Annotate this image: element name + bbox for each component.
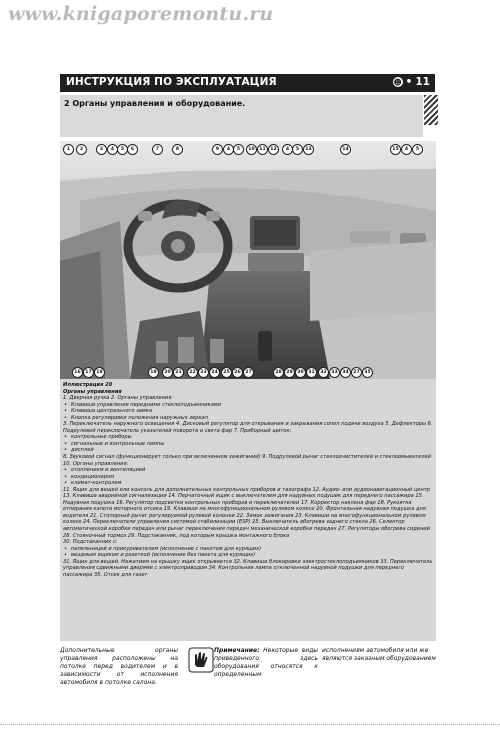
callout: 27 xyxy=(243,367,254,378)
callout: 28 xyxy=(273,367,284,378)
callout: 10 xyxy=(246,144,257,155)
book-icon: ☻ xyxy=(393,77,402,87)
callout: 4 xyxy=(401,144,412,155)
callout: 5 xyxy=(233,144,244,155)
note-continuation: исполнениям автомобиля или же являются заказным оборудованием xyxy=(322,647,436,662)
header-title: ИНСТРУКЦИЯ ПО ЭКСПЛУАТАЦИЯ xyxy=(66,76,277,88)
callout: 17 xyxy=(83,367,94,378)
body-text: Дополнительные органы управления расположены на потолке перед водителем и в зависимости от исполнения автомобиля в потолке салона. xyxy=(60,647,178,686)
callout: 29 xyxy=(284,367,295,378)
callout: 11 xyxy=(257,144,268,155)
caption-line: 30. Подстаканник с: xyxy=(63,539,118,546)
callout: 16 xyxy=(72,367,83,378)
note-label: Примечание: xyxy=(214,647,260,654)
callout: 2 xyxy=(76,144,87,155)
caption-subheading: Органы управления xyxy=(63,388,122,395)
caption-bullet: • Кнопка регулировки положения наружных зеркал xyxy=(63,415,433,422)
callout: 34 xyxy=(340,367,351,378)
callout: 25 xyxy=(221,367,232,378)
callout: 5 xyxy=(412,144,423,155)
caption-bullet: • отоплением и вентиляцией xyxy=(63,467,433,474)
note-text xyxy=(214,647,318,679)
footer-divider xyxy=(0,724,500,727)
callout: 15 xyxy=(390,144,401,155)
header-bar xyxy=(60,74,435,92)
callout: 9 xyxy=(212,144,223,155)
callout: 5 xyxy=(292,144,303,155)
dashboard-photo xyxy=(60,141,436,379)
callout: 8 xyxy=(172,144,183,155)
callout: 26 xyxy=(232,367,243,378)
caption-line: 1. Дверная ручка 2. Органы управления: xyxy=(63,395,174,402)
callout: 6 xyxy=(127,144,138,155)
caption-bullet: • кондиционером xyxy=(63,474,433,481)
callout: 23 xyxy=(198,367,209,378)
callout: 24 xyxy=(209,367,220,378)
callout: 32 xyxy=(318,367,329,378)
callout: 30 xyxy=(295,367,306,378)
dashboard-illustration xyxy=(60,141,436,379)
note-icon xyxy=(188,647,216,675)
section-title: 2 Органы управления и оборудование. xyxy=(64,99,246,108)
header-page xyxy=(393,76,430,88)
callout: 4 xyxy=(282,144,293,155)
page-number: 11 xyxy=(415,76,430,88)
callout: 20 xyxy=(162,367,173,378)
callout: 4 xyxy=(223,144,234,155)
callout: 22 xyxy=(187,367,198,378)
watermark: www.knigaporemontu.ru xyxy=(8,3,274,25)
callout: 31 xyxy=(306,367,317,378)
callout: 21 xyxy=(173,367,184,378)
callout: 14 xyxy=(340,144,351,155)
caption-line: 11. Ящик для вещей или консоль для дополнительных контрольных приборов и тахографа 12. Аудио- или аудионавигационный центр 13. Клавиша аварийной сигнализации 14. Перчаточный ящик с выключателем для надувных подушек для переднего пассажира 15. Надувная подушка 16. Регулятор подсветки контрольных приборов и переключателей 17. Корректор наклона фар 18. Рукоятка отпирания капота моторного отсека 19. Клавиши на многофункциональном рулевом колесе 20. Фронтальная надувная подушка для водителя 21. Стопорный рычаг регулируемой рулевой колонки 22. Замок зажигания 23. Клавиши на многофункциональном рулевом колесе 24. Переключатели управления системой стабилизации (ESP) 25. Выключатель обогрева заднего стекла 26. Селектор автоматической коробки передач или рычаг переключения передач механической коробки передач 27. Регуляторы обогрева сидений 28. Стояночный тормоз 29. Подстаканник, под которым крышка монтажного блока xyxy=(63,486,430,539)
caption-bullet: • контрольные приборы xyxy=(63,434,433,441)
caption-bullet: • вещевым ящиком и розеткой (исполнение без пакета для курящих) xyxy=(63,552,433,559)
caption-line: 3. Переключатель наружного освещения 4. Дисковый регулятор для открывания и закрывания сопел подачи воздуха 5. Дефлекторы 6. Подрулевой переключатель указателей поворота и света фар 7. Приборный щиток: xyxy=(63,421,433,434)
callout: 18 xyxy=(94,367,105,378)
callout: 4 xyxy=(107,144,118,155)
caption-bullet: • Клавиши управления передними стеклоподъемниками xyxy=(63,402,433,409)
callout: 19 xyxy=(148,367,159,378)
caption-line: 10. Органы управления: xyxy=(63,460,129,467)
callout: 27 xyxy=(351,367,362,378)
caption-line: 8. Звуковой сигнал (функционирует только при включенном зажигании) 9. Подрулевой рычаг стеклоочистителей и стеклоомывателей xyxy=(63,454,431,461)
caption-line: 31. Ящик для вещей. Нажатием на крышку ящик открывается 32. Клавиши блокировки электростеклоподъемников 33. Переключатель управления сдвижными дверями с электроприводом 34. Контрольная лампа отключенной надувной подушки для переднего пассажира 35. Отсек для газет xyxy=(63,558,433,578)
callout: 7 xyxy=(152,144,163,155)
callout: 13 xyxy=(303,144,314,155)
note-body: Некоторые виды приведенного здесь оборудования относятся к определенным xyxy=(214,647,318,678)
section-bar xyxy=(60,95,423,137)
caption-bullet: • Клавиша центрального замка xyxy=(63,408,433,415)
hand-note-icon xyxy=(188,647,214,673)
callout: 5 xyxy=(117,144,128,155)
stripe-tab xyxy=(424,95,438,125)
caption-bullet: • климат-контролем xyxy=(63,480,433,487)
callout: 35 xyxy=(362,367,373,378)
callout: 12 xyxy=(268,144,279,155)
callout: 3 xyxy=(96,144,107,155)
caption-bullet: • пепельницей и прикуривателем (исполнение с пакетом для курящих) xyxy=(63,546,433,553)
caption-heading: Иллюстрация 20 xyxy=(63,382,113,388)
page-bullet: • xyxy=(405,76,413,88)
caption-bullet: • дисплей xyxy=(63,447,433,454)
caption-bullet: • сигнальные и контрольные лампы xyxy=(63,441,433,448)
illustration-caption xyxy=(60,379,436,641)
callout: 33 xyxy=(329,367,340,378)
callout: 1 xyxy=(63,144,74,155)
